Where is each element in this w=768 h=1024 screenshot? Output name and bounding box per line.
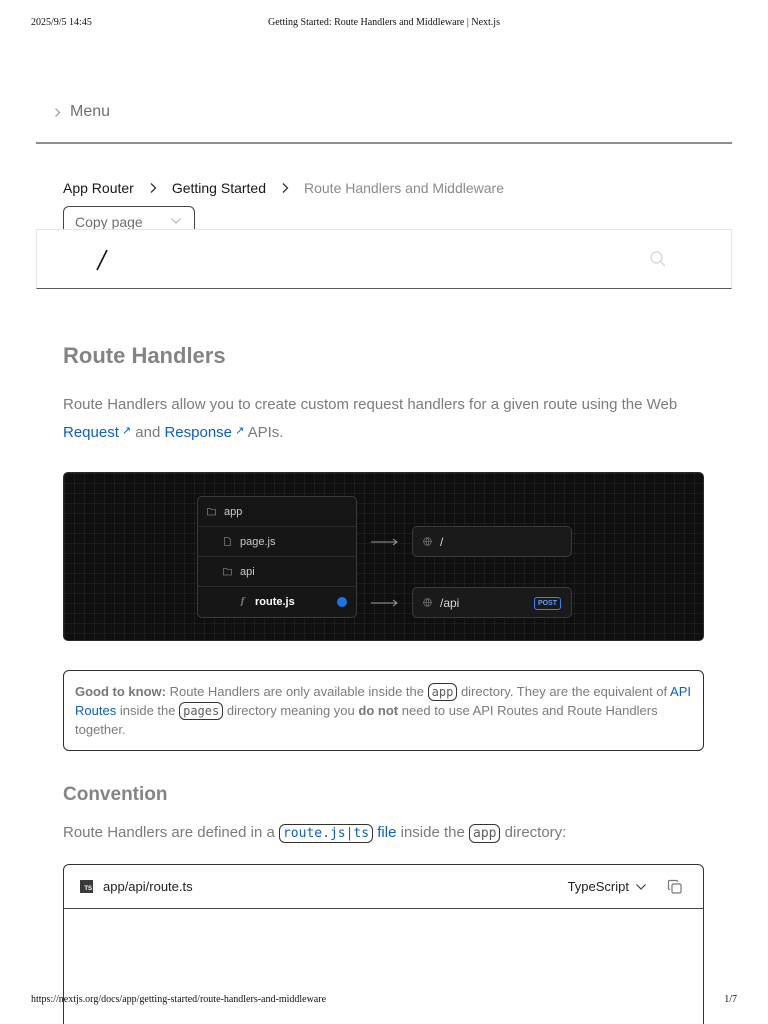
print-footer	[0, 994, 768, 1008]
convention-text-start: Route Handlers are defined in a	[63, 824, 275, 841]
sticky-header	[36, 229, 732, 289]
note-lead: Good to know:	[75, 684, 166, 699]
request-link[interactable]	[63, 424, 131, 441]
route-marker-dot	[337, 597, 347, 607]
url-root	[412, 526, 572, 557]
function-icon: f	[240, 597, 245, 607]
url-path: /api	[440, 595, 460, 610]
note-emphasis: do not	[358, 703, 399, 718]
heading-convention: Convention	[63, 784, 168, 805]
tree-row-app	[198, 497, 356, 527]
print-url: https://nextjs.org/docs/app/getting-started/route-handlers-and-middleware	[31, 994, 327, 1005]
language-label: TypeScript	[567, 879, 629, 894]
file-tree	[197, 496, 357, 618]
note-text: Route Handlers are only available inside the	[169, 684, 424, 699]
folder-icon	[223, 567, 232, 576]
copy-icon[interactable]	[667, 879, 683, 895]
heading-route-handlers: Route Handlers	[63, 343, 226, 368]
intro-text: Route Handlers allow you to create custom request handlers for a given route using the Web	[63, 396, 678, 413]
globe-icon	[423, 537, 432, 546]
language-select[interactable]	[568, 879, 647, 894]
print-datetime: 2025/9/5 14:45	[31, 17, 92, 28]
chevron-down-icon	[635, 883, 647, 891]
copy-page-label: Copy page	[75, 213, 143, 230]
chevron-right-icon	[147, 182, 159, 194]
convention-text-mid: inside the	[400, 824, 465, 841]
nextjs-slash-logo-icon[interactable]	[95, 248, 109, 272]
inline-code-app: app	[428, 683, 458, 701]
route-file-link[interactable]	[279, 824, 396, 841]
inline-code-route-file: route.js|ts	[279, 824, 373, 843]
intro-end: APIs.	[247, 424, 284, 441]
intro-and: and	[135, 424, 161, 441]
print-header	[0, 17, 768, 31]
breadcrumb-current: Route Handlers and Middleware	[304, 180, 504, 196]
note-text: directory. They are the equivalent of	[460, 684, 668, 699]
tree-label: app	[224, 505, 243, 518]
breadcrumb	[63, 180, 504, 196]
convention-text-end: directory:	[504, 824, 567, 841]
file-link-label: file	[377, 824, 397, 841]
chevron-right-icon	[279, 182, 291, 194]
print-title: Getting Started: Route Handlers and Middleware | Next.js	[268, 17, 500, 28]
response-link[interactable]	[164, 424, 244, 441]
typescript-icon: TS	[80, 880, 93, 893]
good-to-know-callout	[63, 670, 704, 751]
convention-text	[63, 820, 703, 846]
globe-icon	[423, 598, 432, 607]
breadcrumb-getting-started[interactable]: Getting Started	[171, 180, 266, 196]
menu-toggle[interactable]	[52, 103, 110, 121]
menu-label: Menu	[70, 103, 111, 120]
tree-row-api	[198, 557, 356, 587]
external-link-icon: ↗	[235, 425, 245, 437]
tree-row-page	[198, 527, 356, 557]
url-path: /	[440, 534, 444, 549]
print-page-number: 1/7	[724, 994, 737, 1005]
response-link-label: Response	[164, 424, 233, 441]
url-api	[412, 587, 572, 618]
breadcrumb-app-router[interactable]: App Router	[63, 180, 134, 196]
tree-label: api	[240, 565, 255, 578]
search-icon[interactable]	[649, 250, 667, 268]
arrow-right-icon	[371, 599, 399, 607]
note-text: inside the	[119, 703, 176, 718]
code-filename: app/api/route.ts	[103, 879, 193, 894]
note-text: need to use API Routes and Route Handlers together.	[75, 703, 658, 737]
folder-icon	[207, 507, 216, 516]
tree-label: route.js	[255, 596, 295, 608]
arrow-right-icon	[371, 538, 399, 546]
inline-code-pages: pages	[179, 702, 223, 720]
inline-code-app: app	[469, 824, 500, 843]
tree-label: page.js	[240, 535, 276, 548]
code-block-header	[64, 865, 703, 909]
method-badge: POST	[534, 597, 561, 610]
note-text: directory meaning you	[226, 703, 355, 718]
menu-divider	[36, 142, 732, 144]
tree-row-route	[198, 587, 356, 617]
request-link-label: Request	[63, 424, 119, 441]
route-handlers-intro	[63, 392, 703, 446]
api-routes-link[interactable]: API Routes	[75, 684, 692, 718]
external-link-icon: ↗	[121, 425, 132, 437]
chevron-right-icon	[52, 107, 63, 118]
chevron-down-icon	[170, 217, 182, 225]
route-diagram	[63, 472, 704, 641]
file-icon	[223, 537, 232, 546]
